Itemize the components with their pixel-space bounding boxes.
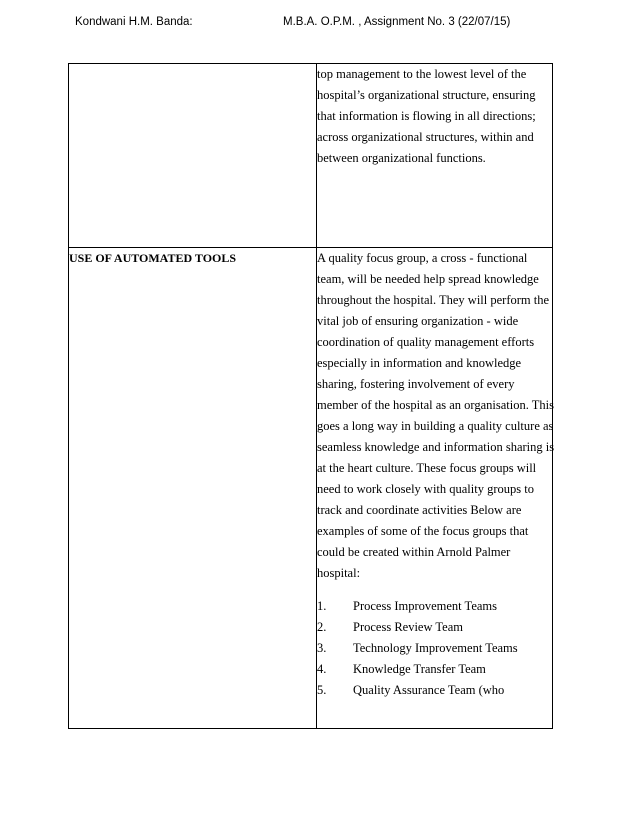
paragraph-line: sharing, fostering involvement of every [317, 377, 515, 391]
list-item [317, 617, 552, 638]
table-row [69, 248, 553, 729]
list-number: 1. [317, 599, 327, 613]
paragraph-line: examples of some of the focus groups that [317, 524, 529, 538]
paragraph-line: track and coordinate activities Below are [317, 503, 522, 517]
content-table [68, 63, 553, 729]
list-item [317, 638, 552, 659]
page-header [0, 16, 638, 36]
list-text: Technology Improvement Teams [353, 641, 518, 655]
list-number: 5. [317, 683, 327, 697]
paragraph-line: could be created within Arnold Palmer [317, 545, 511, 559]
list-text: Quality Assurance Team (who [353, 683, 505, 697]
list-item [317, 680, 552, 701]
paragraph-line: team, will be needed help spread knowledge [317, 272, 539, 286]
paragraph-line: need to work closely with quality groups to [317, 482, 534, 496]
header-course: M.B.A. O.P.M. , Assignment No. 3 (22/07/15) [283, 16, 511, 28]
paragraph-line: hospital: [317, 566, 361, 580]
paragraph-line: goes a long way in building a quality culture as [317, 419, 554, 433]
list-item [317, 659, 552, 680]
list-number: 4. [317, 662, 327, 676]
list-number: 3. [317, 641, 327, 655]
paragraph-line: member of the hospital as an organisation. This [317, 398, 554, 412]
list-text: Knowledge Transfer Team [353, 662, 486, 676]
row2-right-cell [317, 248, 553, 729]
paragraph-line: A quality focus group, a cross - functional [317, 251, 528, 265]
paragraph-line: hospital’s organizational structure, ensuring [317, 88, 536, 102]
focus-groups-list [317, 596, 552, 701]
list-item [317, 596, 552, 617]
section-heading: USE OF AUTOMATED TOOLS [69, 248, 317, 729]
list-text: Process Review Team [353, 620, 463, 634]
paragraph-line: coordination of quality management efforts [317, 335, 535, 349]
row1-right-cell [317, 64, 553, 248]
paragraph-line: vital job of ensuring organization - wide [317, 314, 519, 328]
row1-left-cell [69, 64, 317, 248]
list-text: Process Improvement Teams [353, 599, 498, 613]
header-author: Kondwani H.M. Banda: [75, 16, 193, 28]
paragraph-line: that information is flowing in all directions; [317, 109, 536, 123]
paragraph-line: top management to the lowest level of the [317, 67, 527, 81]
table-row [69, 64, 553, 248]
paragraph-line: especially in information and knowledge [317, 356, 522, 370]
paragraph-line: throughout the hospital. They will perform the [317, 293, 550, 307]
list-number: 2. [317, 620, 327, 634]
paragraph-line: across organizational structures, within and [317, 130, 534, 144]
paragraph-line: seamless knowledge and information sharing is [317, 440, 555, 454]
paragraph-line: between organizational functions. [317, 151, 486, 165]
paragraph-line: at the heart culture. These focus groups will [317, 461, 537, 475]
